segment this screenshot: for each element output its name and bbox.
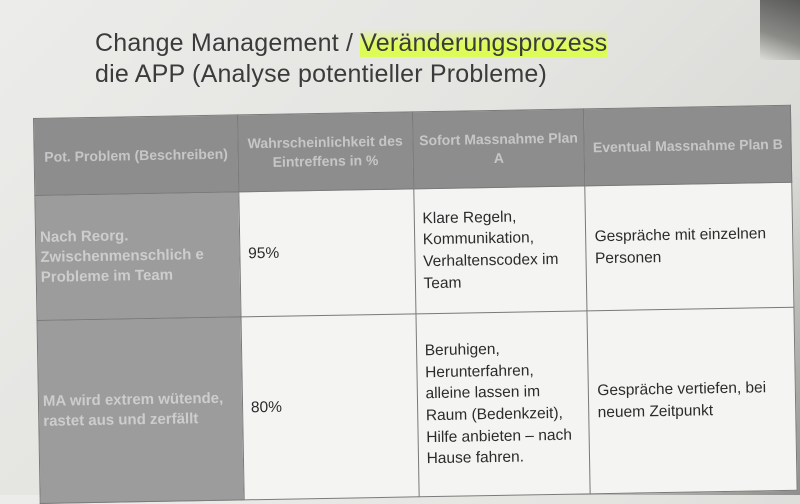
title-line-1 [95,28,607,59]
app-table [33,105,798,504]
table-row [35,182,794,320]
page-title [95,28,607,91]
title-prefix: Change Management / [95,29,361,57]
cell-problem: Nach Reorg. Zwischenmenschlich e Probleme im Team [35,192,241,321]
cell-plan-b: Gespräche vertiefen, bei neuem Zeitpunkt [587,307,797,494]
header-plan-a: Sofort Massnahme Plan A [412,109,585,189]
table-row [37,307,797,503]
header-probability: Wahrscheinlichkeit des Eintreffens in % [237,112,413,192]
title-line-2: die APP (Analyse potentieller Probleme) [95,60,548,89]
cell-problem: MA wird extrem wütende, rastet aus und zerfällt [37,317,244,504]
cell-probability: 80% [241,314,419,500]
cell-plan-a: Klare Regeln, Kommunikation, Verhaltenscodex im Team [413,186,587,314]
cell-probability: 95% [239,189,416,317]
table-header-row [34,105,792,195]
page-corner-shadow [760,0,800,60]
header-plan-b: Eventual Massnahme Plan B [584,105,792,186]
header-problem: Pot. Problem (Beschreiben) [34,115,239,196]
cell-plan-a: Beruhigen, Herunterfahren, alleine lassen im Raum (Bedenkzeit), Hilfe anbieten – nach Hause fahren. [416,311,591,497]
cell-plan-b: Gespräche mit einzelnen Personen [585,182,794,311]
title-highlight: Veränderungsprozess [360,29,608,57]
